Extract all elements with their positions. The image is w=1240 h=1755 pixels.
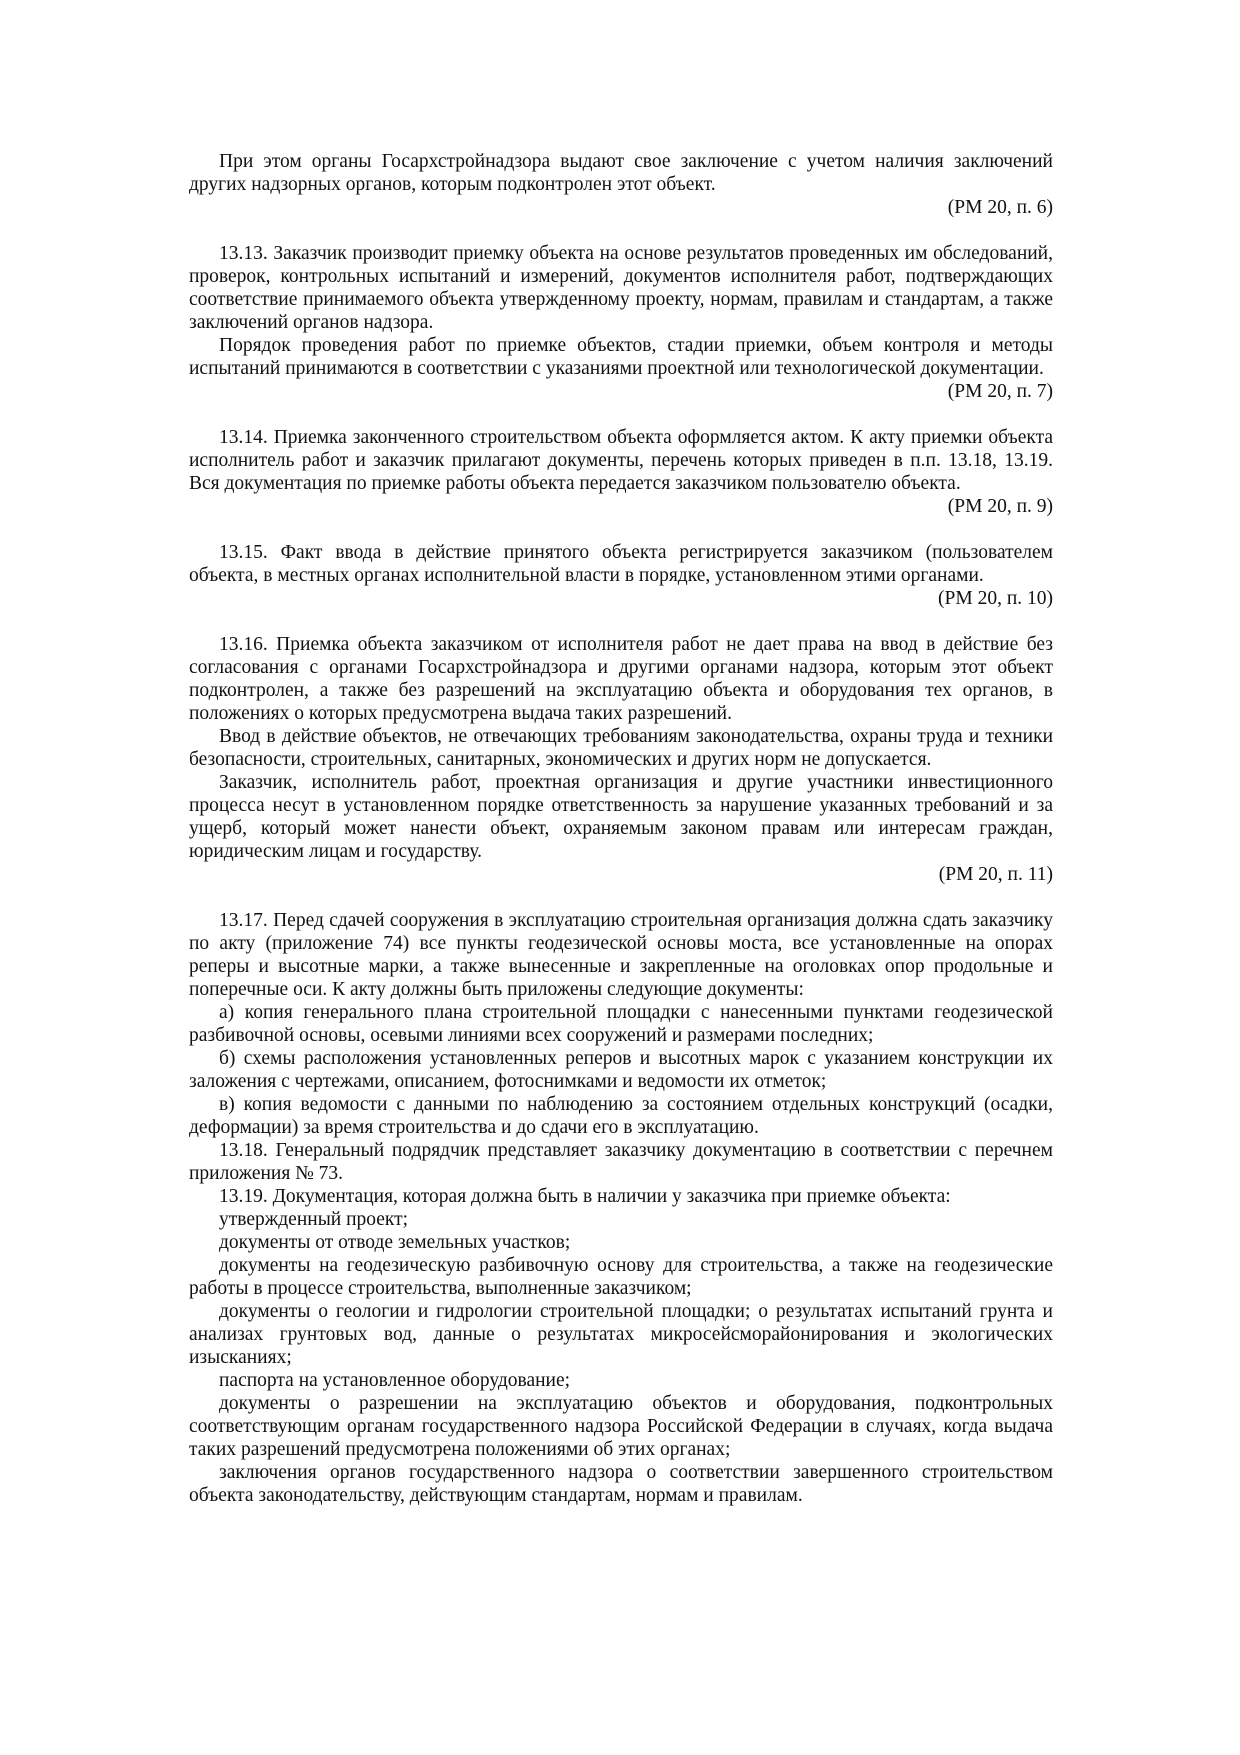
paragraph: 13.15. Факт ввода в действие принятого объекта регистрируется заказчиком (пользователем объекта, в местных органах исполнительной власти в порядке, установленном этими органами.: [189, 542, 1053, 586]
list-item: паспорта на установленное оборудование;: [219, 1370, 571, 1391]
spacer: [189, 219, 1053, 242]
paragraph: Ввод в действие объектов, не отвечающих требованиям законодательства, охраны труда и техники безопасности, строительных, санитарных, экономических и других норм не допускается.: [189, 726, 1053, 770]
list-item: документы о разрешении на эксплуатацию объектов и оборудования, подконтрольных соответствующим органам государственного надзора Российской Федерации в случаях, когда выдача таких разрешений предусмотрена положениями об этих органах;: [189, 1393, 1053, 1460]
list-item: в) копия ведомости с данными по наблюдению за состоянием отдельных конструкций (осадки, деформации) за время строительства и до сдачи его в эксплуатацию.: [189, 1094, 1053, 1138]
paragraph: 13.18. Генеральный подрядчик представляет заказчику документацию в соответствии с перечнем приложения № 73.: [189, 1140, 1053, 1184]
paragraph: Порядок проведения работ по приемке объектов, стадии приемки, объем контроля и методы испытаний принимаются в соответствии с указаниями проектной или технологической документации.: [189, 335, 1053, 379]
list-item: б) схемы расположения установленных реперов и высотных марок с указанием конструкции их заложения с чертежами, описанием, фотоснимками и ведомости их отметок;: [189, 1048, 1053, 1092]
spacer: [189, 403, 1053, 426]
paragraph: 13.16. Приемка объекта заказчиком от исполнителя работ не дает права на ввод в действие без согласования с органами Госархстройнадзора и другими органами надзора, которым этот объект подконтролен, а также без разрешений на эксплуатацию объекта и оборудования тех органов, в положениях о которых предусмотрена выдача таких разрешений.: [189, 634, 1053, 724]
list-item: документы от отводе земельных участков;: [219, 1232, 571, 1253]
list-item: заключения органов государственного надзора о соответствии завершенного строительством объекта законодательству, действующим стандартам, нормам и правилам.: [189, 1462, 1053, 1506]
list-item: утвержденный проект;: [219, 1209, 409, 1230]
paragraph: Заказчик, исполнитель работ, проектная организация и другие участники инвестиционного процесса несут в установленном порядке ответственность за нарушение указанных требований и за ущерб, который может нанести объект, охраняемым законом правам или интересам граждан, юридическим лицам и государству.: [189, 772, 1053, 862]
document-page: [189, 150, 1053, 1507]
list-item: документы о геологии и гидрологии строительной площадки; о результатах испытаний грунта и анализах грунтовых вод, данные о результатах микросейсморайонирования и экологических изысканиях;: [189, 1301, 1053, 1368]
reference: (РМ 20, п. 7): [947, 381, 1053, 402]
paragraph: 13.17. Перед сдачей сооружения в эксплуатацию строительная организация должна сдать заказчику по акту (приложение 74) все пункты геодезической основы моста, все установленные на опорах реперы и высотные марки, а также вынесенные и закрепленные на оголовках опор продольные и поперечные оси. К акту должны быть приложены следующие документы:: [189, 910, 1053, 1000]
list-item: документы на геодезическую разбивочную основу для строительства, а также на геодезические работы в процессе строительства, выполненные заказчиком;: [189, 1255, 1053, 1299]
paragraph: При этом органы Госархстройнадзора выдают свое заключение с учетом наличия заключений других надзорных органов, которым подконтролен этот объект.: [189, 151, 1053, 195]
reference: (РМ 20, п. 10): [938, 588, 1053, 609]
spacer: [189, 610, 1053, 633]
list-item: а) копия генерального плана строительной площадки с нанесенными пунктами геодезической разбивочной основы, осевыми линиями всех сооружений и размерами последних;: [189, 1002, 1053, 1046]
spacer: [189, 886, 1053, 909]
paragraph: 13.14. Приемка законченного строительством объекта оформляется актом. К акту приемки объекта исполнитель работ и заказчик прилагают документы, перечень которых приведен в п.п. 13.18, 13.19. Вся документация по приемке работы объекта передается заказчиком пользователю объекта.: [189, 427, 1053, 494]
reference: (РМ 20, п. 6): [947, 197, 1053, 218]
reference: (РМ 20, п. 11): [938, 864, 1053, 885]
spacer: [189, 518, 1053, 541]
paragraph: 13.19. Документация, которая должна быть в наличии у заказчика при приемке объекта:: [219, 1186, 951, 1207]
reference: (РМ 20, п. 9): [947, 496, 1053, 517]
paragraph: 13.13. Заказчик производит приемку объекта на основе результатов проведенных им обследований, проверок, контрольных испытаний и измерений, документов исполнителя работ, подтверждающих соответствие принимаемого объекта утвержденному проекту, нормам, правилам и стандартам, а также заключений органов надзора.: [189, 243, 1053, 333]
